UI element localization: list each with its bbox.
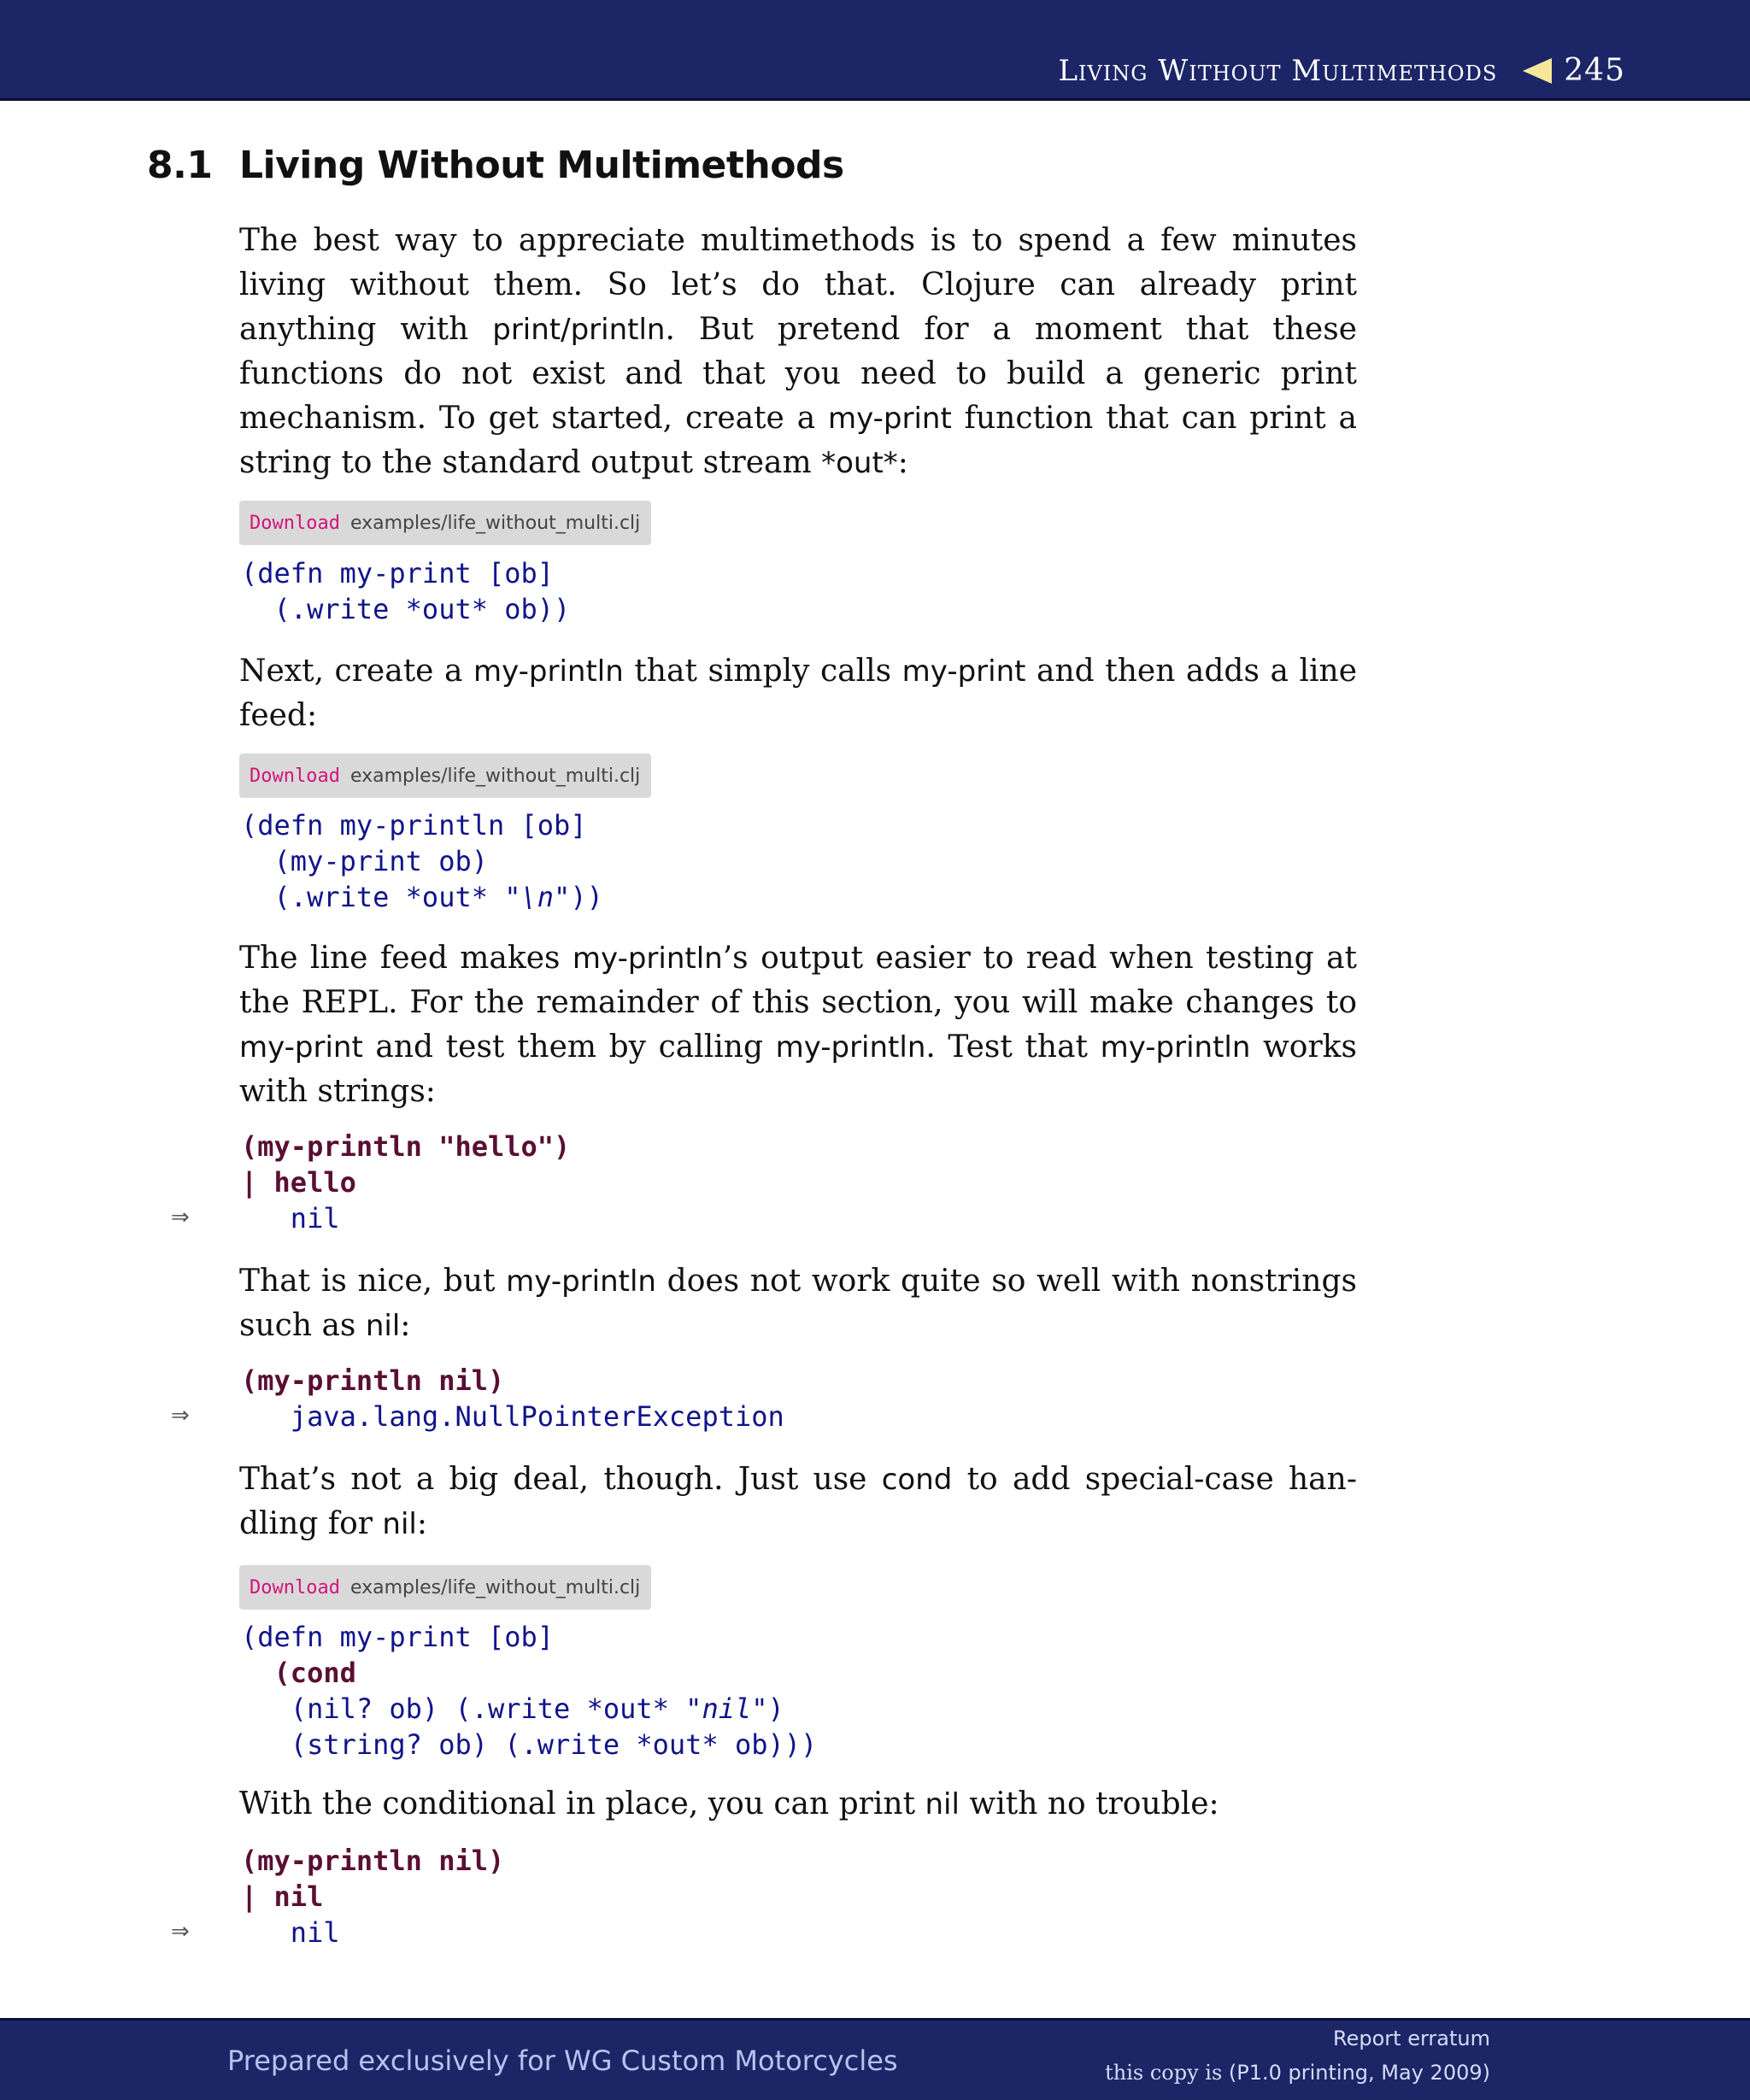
text: does not work quite so well with nonstrings such as (239, 1264, 1357, 1343)
repl-output: | nil (241, 1880, 324, 1913)
inline-code: my-println (775, 1030, 926, 1065)
text: . Test that (925, 1029, 1101, 1065)
repl-result: nil (290, 1916, 340, 1949)
paragraph-4 (239, 1259, 1357, 1348)
text: and then adds a line feed: (239, 654, 1357, 733)
report-erratum-link[interactable]: Report erratum (1333, 2027, 1490, 2050)
code-line: (string? ob) (.write *out* ob))) (241, 1728, 818, 1761)
text: function that can print a string to the standard output stream (239, 401, 1357, 480)
repl-block-2 (241, 1363, 784, 1434)
text: : (416, 1506, 427, 1541)
copy-info (1105, 2061, 1490, 2085)
inline-code: nil (925, 1787, 960, 1821)
inline-code: nil (382, 1507, 417, 1541)
repl-input: (my-println nil) (241, 1364, 505, 1397)
code-line: (my-print ob) (241, 845, 488, 877)
inline-code: my-println (506, 1264, 656, 1299)
copy-printing: (P1.0 printing, May 2009) (1228, 2061, 1490, 2085)
inline-code: *out* (821, 446, 898, 480)
code-cond: (cond (273, 1657, 356, 1689)
code-line: (.write *out* ob)) (241, 593, 571, 625)
download-path: examples/life_without_multi.clj (349, 512, 641, 534)
inline-code: my-println (572, 941, 723, 976)
download-path: examples/life_without_multi.clj (349, 765, 641, 787)
download-link-2[interactable] (239, 754, 651, 798)
code-line: (nil? ob) (.write *out* (241, 1692, 686, 1725)
code-line-end: ")) (554, 881, 603, 913)
previous-page-triangle-icon[interactable] (1523, 58, 1552, 84)
inline-code: my-print (828, 402, 952, 436)
download-label: Download (250, 765, 340, 787)
text: . But pretend for a moment that these functions do not exist and that you need to build a generic print mechanism. To get started, create a (239, 312, 1358, 436)
text: Next, create a (239, 654, 473, 689)
text: : (400, 1308, 411, 1343)
text: That’s not a big deal, though. Just use (239, 1462, 882, 1497)
running-title: Living Without Multimethods (1058, 53, 1498, 88)
section-title: Living Without Multimethods (239, 144, 844, 187)
download-path: examples/life_without_multi.clj (349, 1576, 641, 1598)
repl-block-3 (241, 1843, 504, 1950)
page-number: 245 (1564, 53, 1625, 88)
code-line: (.write *out* " (241, 881, 521, 913)
result-arrow-icon: ⇒ (171, 1205, 190, 1230)
prepared-for-text: Prepared exclusively for WG Custom Motorcycles (227, 2044, 898, 2077)
code-escape: \n (520, 881, 555, 913)
download-link-3[interactable] (239, 1565, 651, 1610)
result-arrow-icon: ⇒ (171, 1403, 190, 1428)
text: works with strings: (239, 1029, 1357, 1109)
inline-code: cond (881, 1463, 953, 1497)
text: to add special-case han-dling for (239, 1462, 1357, 1541)
paragraph-5 (239, 1458, 1357, 1546)
download-link-1[interactable] (239, 501, 651, 545)
download-label: Download (250, 512, 340, 534)
text: With the conditional in place, you can print (239, 1786, 925, 1821)
text: : (897, 445, 908, 480)
text: that simply calls (623, 654, 902, 689)
code-line: (defn my-print [ob] (241, 1621, 555, 1653)
inline-code: my-print (901, 654, 1026, 689)
inline-code: my-println (1100, 1030, 1251, 1065)
repl-result: nil (290, 1202, 340, 1235)
inline-code: print/println (492, 313, 666, 347)
code-line: (defn my-print [ob] (241, 557, 555, 590)
result-arrow-icon: ⇒ (171, 1919, 190, 1945)
inline-code: nil (365, 1309, 401, 1343)
paragraph-3 (239, 936, 1357, 1114)
code-block-2 (241, 807, 603, 915)
text: with no trouble: (959, 1786, 1219, 1821)
code-line: (defn my-println [ob] (241, 809, 587, 842)
paragraph-6 (239, 1782, 1357, 1827)
code-block-3 (241, 1619, 817, 1763)
repl-input: (my-println "hello") (241, 1130, 571, 1163)
text: and test them by calling (362, 1029, 776, 1065)
text: The line feed makes (239, 941, 573, 976)
repl-result: java.lang.NullPointerException (290, 1400, 784, 1433)
code-line-end: ) (767, 1692, 784, 1725)
copy-prefix: this copy is (1105, 2061, 1229, 2085)
text: ’s output easier to read when testing at the REPL. For the remainder of this section, you will make changes to (239, 941, 1357, 1020)
section-number: 8.1 (147, 144, 213, 187)
download-label: Download (250, 1576, 340, 1598)
inline-code: my-println (473, 654, 624, 689)
text: The best way to appreciate multimethods is to spend a few minutes living without them. So let’s do that. Clojure can already print anything with (239, 223, 1357, 347)
section-heading (147, 144, 844, 187)
code-block-1 (241, 555, 570, 627)
paragraph-1 (239, 219, 1357, 485)
repl-block-1 (241, 1129, 570, 1236)
inline-code: my-print (239, 1030, 363, 1065)
text: That is nice, but (239, 1264, 507, 1299)
header-bar (0, 0, 1750, 101)
running-head (1058, 53, 1625, 88)
code-string: "nil" (685, 1692, 768, 1725)
repl-output: | hello (241, 1166, 356, 1199)
repl-input: (my-println nil) (241, 1845, 505, 1877)
paragraph-2 (239, 649, 1357, 738)
